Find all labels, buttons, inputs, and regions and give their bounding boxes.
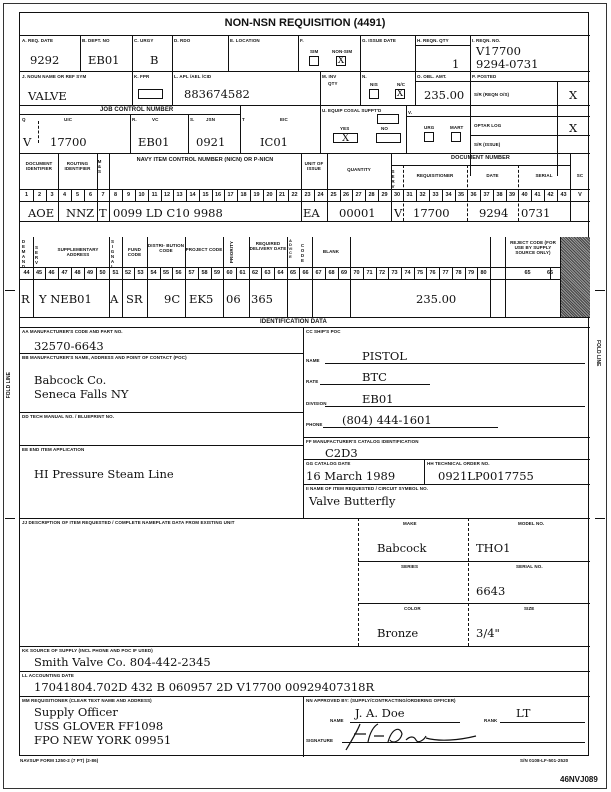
distribution-code-value[interactable]: 9C [164,292,181,306]
reqn-no-value-2[interactable]: 9294-0731 [476,57,539,71]
label-rdo: D. RDO [174,38,191,43]
label-t: T [242,117,245,122]
fold-mark [5,518,15,519]
label-bb: BB MANUFACTURER'S NAME, ADDRESS AND POINT OF CONTACT (POC) [22,355,187,360]
fund-code-value[interactable]: SR [126,292,143,306]
column-number: 79 [467,270,475,276]
accounting-value[interactable]: 17041804.702D 432 B 060957 2D V17700 00929407318R [34,680,375,694]
column-number: 11 [151,192,158,198]
poc-rate-value[interactable]: BTC [362,370,387,384]
label-non-sim: NON-SIM [332,49,353,54]
manufacturer-line-1[interactable]: Babcock Co. [34,373,107,387]
column-number: 37 [483,192,490,198]
source-of-supply-value[interactable]: Smith Valve Co. 804-442-2345 [34,655,211,669]
column-number: 40 [521,192,528,198]
label-nn-name: NAME [330,718,344,723]
unit-of-issue-value[interactable]: EA [303,206,320,220]
column-number: 75 [416,270,424,276]
column-number: 12 [163,192,171,198]
column-number: 25 [330,192,337,198]
catalog-id-value[interactable]: C2D3 [325,446,358,460]
approver-name-value[interactable]: J. A. Doe [355,706,405,720]
requisitioner-line-2[interactable]: USS GLOVER FF1098 [34,719,164,733]
label-serial-no: SERIAL NO. [516,564,543,569]
cosal-yes-box[interactable]: X [333,133,358,143]
column-number: 56 [175,270,182,276]
form-title: NON-NSN REQUISITION (4491) [224,17,386,29]
label-uic: UIC [64,117,73,122]
column-number: 42 [547,192,554,198]
label-nis: NIS [370,82,378,87]
poc-name-value[interactable]: PISTOL [362,349,407,363]
label-issue-date: G. ISSUE DATE [362,38,396,43]
column-number: 20 [266,192,273,198]
manufacturer-line-2[interactable]: Seneca Falls NY [34,387,129,401]
label-yes: YES [340,126,350,131]
item-name-value[interactable]: Valve Butterfly [309,494,396,508]
column-number: 28 [368,192,375,198]
fold-line-right: FOLD LINE [595,340,601,367]
obl-amt-value[interactable]: 235.00 [424,88,465,102]
column-number: 17 [227,192,234,198]
label-fund-code: FUND CODE [127,247,142,257]
column-number: 13 [176,192,183,198]
noun-name-value[interactable]: VALVE [28,89,67,103]
eic-value[interactable]: IC01 [260,135,288,149]
label-model: MODEL NO. [518,521,545,526]
label-demand: D E M A N D [21,239,26,269]
label-nn-signature: SIGNATURE [306,738,334,743]
column-number: 5 [75,192,80,198]
stock-number: S/N 0108-LF-501-2520 [520,758,569,763]
label-serial: SERIAL [535,173,553,178]
urgy-value[interactable]: B [150,53,159,67]
column-number: 22 [291,192,298,198]
fold-mark [595,518,605,519]
label-routing-identifier: ROUTING IDENTIFIER [64,161,91,171]
label-apl: L. APL /AEL /CID [174,74,212,79]
column-number: 18 [240,192,247,198]
demand-value[interactable]: R [21,292,30,306]
column-number: 65 [524,270,531,276]
cosal-box[interactable] [377,114,399,124]
column-number: 60 [226,270,233,276]
column-number: 45 [35,270,43,276]
column-number: 65 [289,270,297,276]
label-required-delivery-date: REQUIRED DELIVERY DATE [249,241,287,251]
requisitioner-line-3[interactable]: FPO NEW YORK 09951 [34,733,172,747]
fold-mark [595,290,605,291]
column-number: 55 [162,270,170,276]
serial-value[interactable]: 0731 [521,206,551,220]
label-document-number: DOCUMENT NUMBER [451,155,510,161]
column-number: 71 [366,270,373,276]
quantity-value[interactable]: 00001 [339,206,376,220]
job-control-header: JOB CONTROL NUMBER [100,107,174,113]
column-number: 34 [445,192,452,198]
label-signal: S I G N A L [110,239,115,269]
column-number: 29 [381,192,388,198]
serv-value[interactable]: V [394,206,403,220]
label-q: Q [22,117,26,122]
mart-checkbox[interactable] [451,132,461,142]
column-number: 78 [455,270,462,276]
label-vc: VC [152,117,159,122]
label-cosal: U. EQUIP COSAL SUPPT'D [322,108,382,113]
column-number: 66 [546,270,554,276]
routing-identifier-value[interactable]: NNZ [66,206,95,220]
label-sc: SC [576,173,584,178]
nicn-value[interactable]: 0099 LD C10 9988 [113,206,223,220]
label-posted: P. POSTED [472,74,497,79]
label-make: MAKE [403,521,417,526]
label-ee: EE END ITEM APPLICATION [22,447,85,452]
end-item-value[interactable]: HI Pressure Steam Line [34,467,174,481]
column-number: 51 [112,270,119,276]
column-number: 3 [50,192,54,198]
identification-header: IDENTIFICATION DATA [260,319,327,325]
column-number: 69 [340,270,348,276]
uic-prefix[interactable]: V [23,135,32,149]
label-f: F. [300,38,304,43]
label-nn: NN APPROVED BY: (SUPPLY/CONTRACTING/ORDERING OFFICER) [306,698,456,703]
label-jj: JJ DESCRIPTION OF ITEM REQUESTED / COMPLETE NAMEPLATE DATA FROM EXISTING UNIT [22,520,235,525]
label-r: R. [132,117,137,122]
column-number: 58 [201,270,208,276]
column-number: 61 [239,270,246,276]
amount-value[interactable]: 235.00 [416,292,457,306]
required-delivery-date-value[interactable]: 365 [251,292,273,306]
column-number: 36 [470,192,477,198]
catalog-date-value[interactable]: 16 March 1989 [306,469,396,483]
color-value[interactable]: Bronze [377,626,419,640]
priority-value[interactable]: 06 [226,292,241,306]
label-kk: KK SOURCE OF SUPPLY (INCL PHONE AND POC IF USED) [22,648,153,653]
optar-log-mark[interactable]: X [569,121,578,135]
label-optar-log: OPTAR LOG [474,123,502,128]
label-reject-code: REJECT CODE (FOR USE BY SUPPLY SOURCE ONLY) [510,240,556,255]
column-number: 2 [37,192,42,198]
column-number: 9 [126,192,131,198]
column-number: 8 [113,192,118,198]
document-identifier-value[interactable]: AOE [28,206,55,220]
reqn-qty-value[interactable]: 1 [452,57,460,71]
column-number: 21 [278,192,286,198]
dept-no-value[interactable]: EB01 [88,53,120,67]
column-number: 44 [23,270,30,276]
label-serv: S E R V [391,169,395,189]
serial-no-value[interactable]: 6643 [476,584,506,598]
column-number: 72 [378,270,386,276]
column-number: 66 [302,270,309,276]
label-ii: II NAME OF ITEM REQUESTED / CIRCUIT SYMBOL NO. [306,486,429,491]
poc-division-value[interactable]: EB01 [362,392,394,406]
column-number: 43 [560,192,567,198]
jsn-value[interactable]: 0921 [196,135,226,149]
label-req-date: A. REQ. DATE [22,38,54,43]
vc-value[interactable]: EB01 [138,135,170,149]
uic-value[interactable]: 17700 [50,135,87,149]
reqn-no-value-1[interactable]: V17700 [476,44,521,58]
label-urg: URG [424,125,435,130]
label-cc-division: DIVISION [306,401,327,406]
column-number: 35 [457,192,465,198]
project-code-value[interactable]: EK5 [189,292,214,306]
non-sim-checkbox[interactable]: X [337,56,345,66]
form-number: NAVSUP FORM 1250-2 (7 PT) (2-86) [20,758,99,763]
label-requisitioner: REQUISITIONER [416,173,454,178]
label-location: E. LOCATION [230,38,260,43]
column-number: 52 [124,270,132,276]
part-no-value[interactable]: 32570-6643 [34,339,104,353]
column-number: 32 [419,192,426,198]
signal-value[interactable]: A [110,292,119,306]
column-number: V [578,192,582,198]
label-code: CODE [300,243,305,263]
size-value[interactable]: 3/4" [476,626,500,640]
label-supplementary-address: SUPPLEMENTARY ADDRESS [57,247,99,257]
label-distribution-code: DISTRI- BUTION CODE [147,243,185,253]
column-number: 76 [429,270,436,276]
label-sr-reqn: S/R (REQN O/S) [474,92,510,97]
shaded-block [560,237,590,317]
cosal-no-box[interactable] [376,133,401,143]
column-number: 63 [264,270,271,276]
label-no: NO [381,126,388,131]
label-n: N. [362,74,367,79]
label-sr-issue: S/R (ISSUE) [474,142,501,147]
label-cc-phone: PHONE [306,422,323,427]
column-number: 15 [202,192,209,198]
signature-image [340,718,480,753]
column-number: 70 [353,270,360,276]
column-number: 73 [391,270,398,276]
label-gg: GG CATALOG DATE [306,461,351,466]
label-date: DATE [486,173,499,178]
label-nicn: NAVY ITEM CONTROL NUMBER (NICN) OR P-NICN [136,157,274,163]
label-priority: PRIORITY [229,241,234,264]
column-number: 4 [62,192,67,198]
requisitioner-value[interactable]: 17700 [413,206,450,220]
label-blank: BLANK [322,249,340,254]
tech-order-value[interactable]: 0921LP0017755 [438,469,534,483]
column-number: 57 [188,270,195,276]
label-hh: HH TECHNICAL ORDER NO. [427,461,490,466]
label-quantity: QUANTITY [347,167,371,172]
make-value[interactable]: Babcock [377,541,427,555]
req-date-value[interactable]: 9292 [30,53,60,67]
label-color: COLOR [404,606,421,611]
fold-line-left: FOLD LINE [6,372,12,399]
label-series: SERIES [401,564,419,569]
label-inv-qty-sub: QTY [328,81,338,86]
column-number: 39 [508,192,516,198]
column-number: 46 [48,270,55,276]
column-number: 54 [150,270,157,276]
label-cc: CC SHIP'S POC [306,329,341,334]
fold-mark [5,290,15,291]
column-number: 49 [86,270,94,276]
label-jsn: JSN [206,117,216,122]
label-unit-of-issue: UNIT OF ISSUE [304,161,324,171]
column-number: 67 [315,270,322,276]
requisitioner-line-1[interactable]: Supply Officer [34,705,118,719]
model-value[interactable]: THO1 [476,541,511,555]
label-v: V. [408,110,413,115]
label-nn-rank: RANK [484,718,498,723]
column-number: 1 [24,192,29,198]
label-dept-no: B. DEPT. NO [82,38,110,43]
column-number: 64 [277,270,284,276]
label-ll: LL ACCOUNTING DATE [22,673,74,678]
label-document-identifier: DOCUMENT IDENTIFIER [25,161,53,171]
column-number: 7 [101,192,105,198]
urg-checkbox[interactable] [424,132,434,142]
label-s: S. [190,117,195,122]
label-inv-qty: M. INV [322,74,337,79]
column-number: 14 [189,192,196,198]
approver-rank-value[interactable]: LT [516,706,531,720]
label-aa: AA MANUFACTURER'S CODE AND PART NO. [22,329,123,334]
label-eic: EIC [280,117,288,122]
requisition-form [19,12,589,756]
column-number: 24 [317,192,324,198]
label-sim: SIM [310,49,319,54]
label-ff: FF MANUFACTURER'S CATALOG IDENTIFICATION [306,439,419,444]
column-number: 10 [138,192,145,198]
column-number: 47 [61,270,68,276]
column-number: 31 [406,192,413,198]
label-mart: MART [450,125,464,130]
label-cc-name: NAME [306,358,320,363]
column-number: 16 [214,192,222,198]
ms-value[interactable]: T [99,206,107,220]
label-fpr: K. FPR [134,74,150,79]
column-number: 77 [442,270,449,276]
column-number: 62 [251,270,259,276]
label-noun-name: J. NOUN NAME OR REF SYM [22,74,87,79]
sim-checkbox[interactable] [309,56,319,66]
column-number: 50 [99,270,106,276]
label-reqn-no: I. REQN. NO. [472,38,501,43]
label-nc: N/C [397,82,406,87]
nc-checkbox[interactable]: X [396,89,404,99]
column-number: 30 [393,192,401,198]
label-reqn-qty: H. REQN. QTY [417,38,449,43]
label-dd: DD TECH MANUAL NO. / BLUEPRINT NO. [22,414,115,419]
column-number: 19 [253,192,260,198]
label-obl-amt: O. OBL. AMT. [417,74,447,79]
label-serv: S E R V [34,245,39,265]
label-advice: ADVICE [288,238,293,259]
column-number: 26 [342,192,350,198]
date-value[interactable]: 9294 [479,206,509,220]
supplementary-address-value[interactable]: Y NEB01 [39,292,92,306]
column-number: 41 [534,192,541,198]
column-number: 74 [404,270,411,276]
poc-phone-value[interactable]: (804) 444-1601 [342,413,432,427]
label-project-code: PROJECT CODE [185,247,223,252]
nis-checkbox[interactable] [369,89,379,99]
column-number: 6 [88,192,93,198]
label-cc-rate: RATE [306,379,319,384]
column-number: 27 [355,192,362,198]
apl-value[interactable]: 883674582 [184,87,250,101]
column-number: 33 [432,192,439,198]
sr-reqn-mark[interactable]: X [569,88,578,102]
label-ms: M & S [97,159,102,174]
column-number: 68 [328,270,335,276]
column-number: 59 [213,270,221,276]
fpr-box[interactable] [138,89,163,99]
column-number: 48 [74,270,81,276]
column-number: 38 [496,192,503,198]
figure-id: 46NVJ089 [560,775,598,784]
column-number: 53 [137,270,144,276]
label-mm: MM REQUISITIONER (CLEAR TEXT NAME AND ADDRESS) [22,698,152,703]
column-number: 80 [480,270,487,276]
label-size: SIZE [524,606,535,611]
column-number: 23 [304,192,311,198]
label-urgy: C. URGY [134,38,154,43]
